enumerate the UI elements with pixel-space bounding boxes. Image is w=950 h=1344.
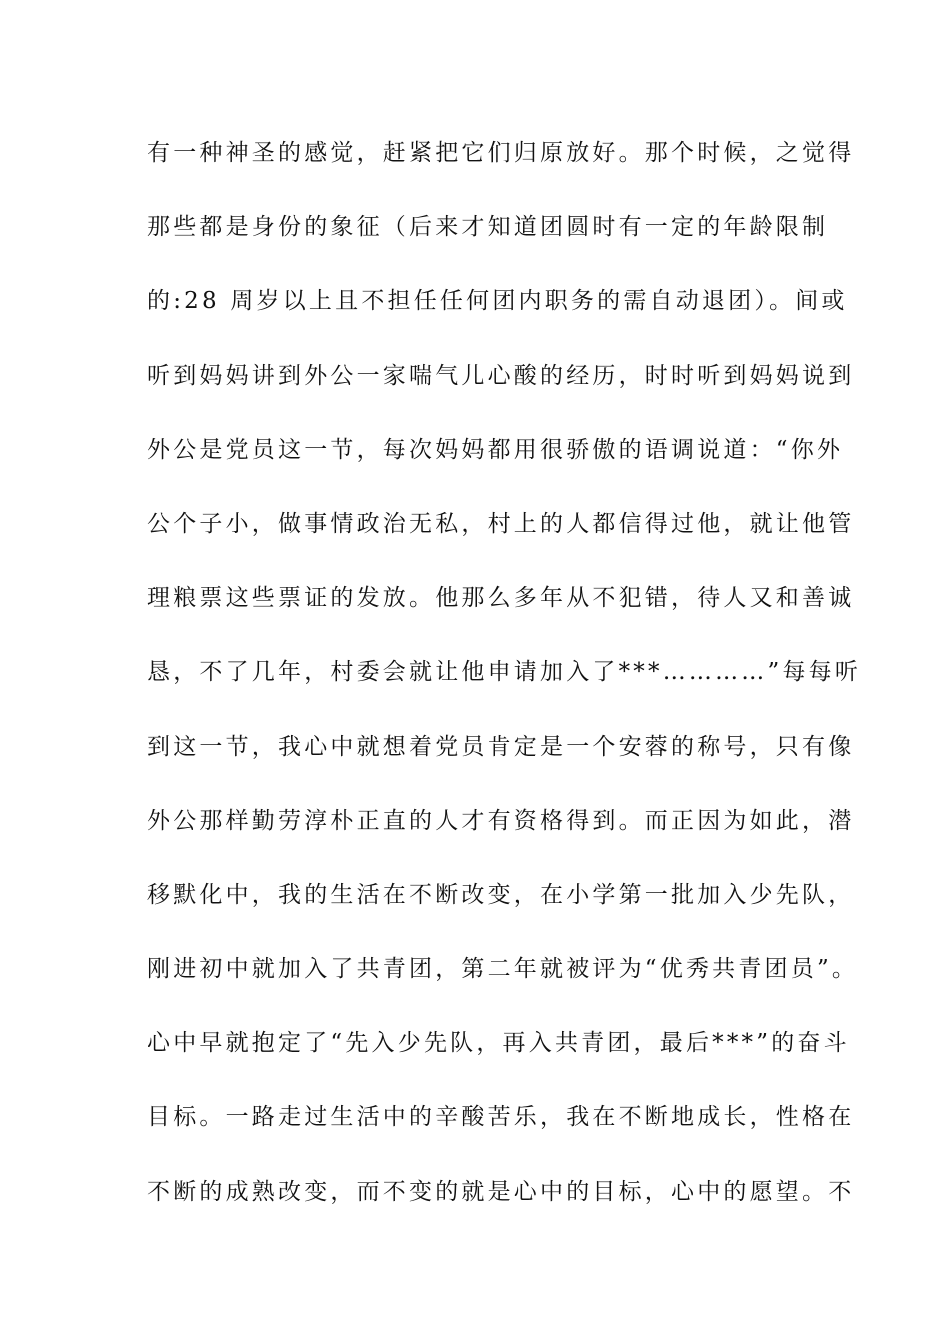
text-line: 移默化中，我的生活在不断改变，在小学第一批加入少先队， [147, 881, 855, 908]
text-line: 公个子小，做事情政治无私，村上的人都信得过他，就让他管 [147, 510, 855, 537]
text-line: 理粮票这些票证的发放。他那么多年从不犯错，待人又和善诚 [147, 585, 855, 612]
text-line: 到这一节，我心中就想着党员肯定是一个安蓉的称号，只有像 [147, 733, 855, 760]
text-line: 不断的成熟改变，而不变的就是心中的目标，心中的愿望。不 [147, 1178, 855, 1205]
text-line: 有一种神圣的感觉，赶紧把它们归原放好。那个时候，之觉得 [147, 140, 855, 166]
text-line: 外公是党员这一节，每次妈妈都用很骄傲的语调说道：“你外 [147, 436, 844, 463]
text-line: 的:28 周岁以上且不担任任何团内职务的需自动退团）。间或 [147, 288, 848, 315]
text-line: 听到妈妈讲到外公一家喘气儿心酸的经历，时时听到妈妈说到 [147, 362, 855, 389]
text-line: 外公那样勤劳淳朴正直的人才有资格得到。而正因为如此，潜 [147, 807, 855, 834]
text-line: 恳，不了几年，村委会就让他申请加入了***…………”每每听 [147, 659, 862, 686]
text-line: 心中早就抱定了“先入少先队，再入共青团，最后***”的奋斗 [147, 1030, 850, 1057]
body-paragraph [147, 130, 862, 1243]
text-line: 刚进初中就加入了共青团，第二年就被评为“优秀共青团员”。 [147, 956, 859, 983]
text-line: 目标。一路走过生活中的辛酸苦乐，我在不断地成长，性格在 [147, 1104, 855, 1131]
text-line: 那些都是身份的象征（后来才知道团圆时有一定的年龄限制 [147, 214, 829, 241]
